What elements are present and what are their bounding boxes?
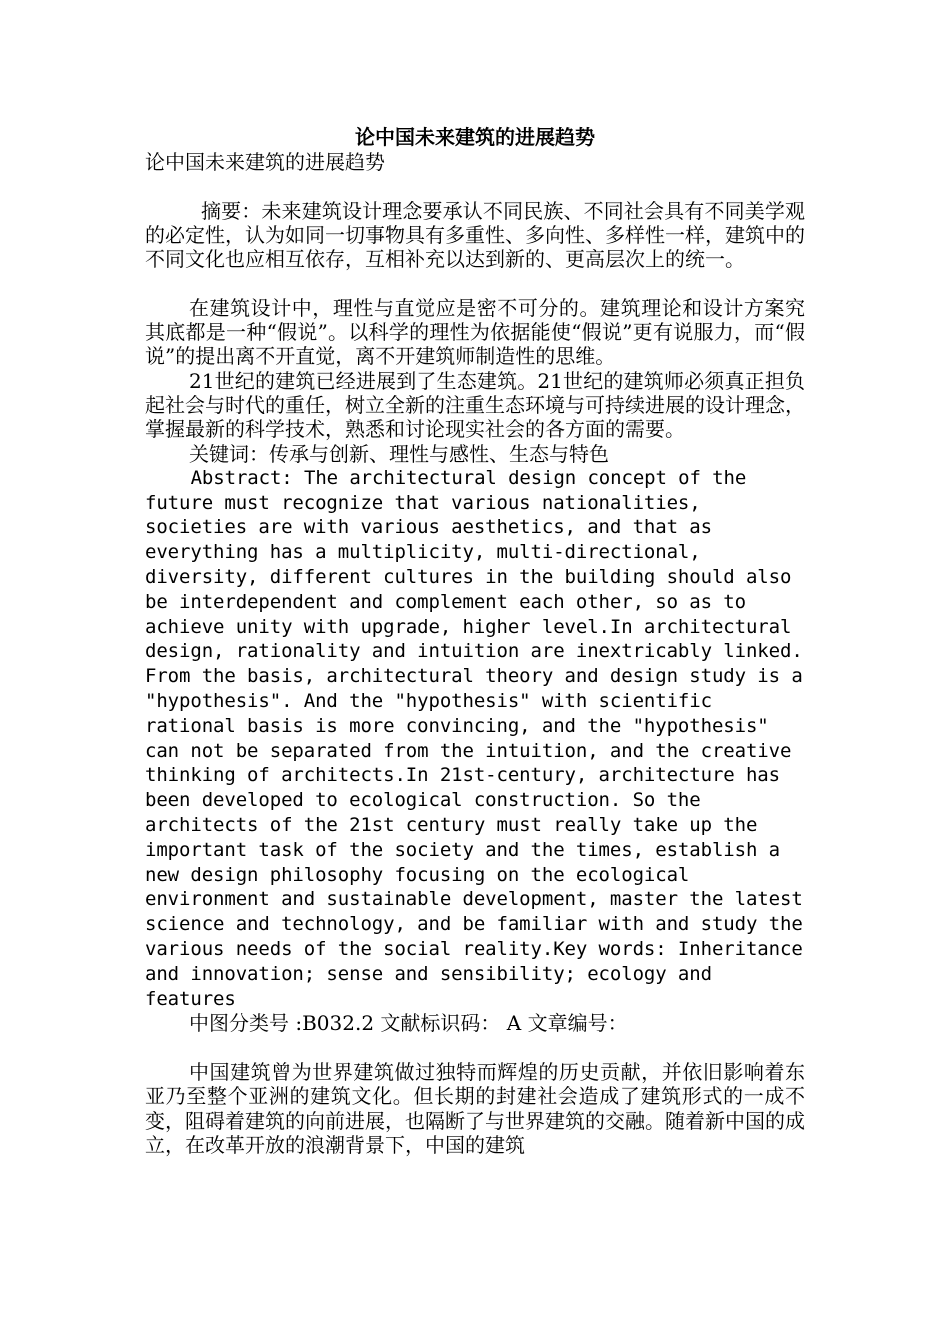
chinese-keywords: 关键词：传承与创新、理性与感性、生态与特色 [189,441,609,466]
english-abstract: Abstract: The architectural design concept of the future must recognize that various nationalities, societies are with various aesthetics, and that as everything has a multiplicity, multi-directional, diversity, different cultures in the building should also be interdependent and complement each other, so as to achieve unity with upgrade, higher level.In architectural design, rationality and intuition are inextricably linked. From the basis, architectural theory and design study is a "hypothesis". And the "hypothesis" with scientific rational basis is more convincing, and the "hypothesis" can not be separated from the intuition, and the creative thinking of architects.In 21st-century, architecture has been developed to ecological construction. So the architects of the 21st century must really take up the important task of the society and the times, establish a new design philosophy focusing on the ecological environment and sustainable development, master the latest science and technology, and be familiar with and study the various needs of the social reality.Key words: Inheritance and innovation; sense and sensibility; ecology and features [145,466,803,1010]
document-title: 论中国未来建筑的进展趋势 [355,125,595,149]
body-paragraph-2: 21世纪的建筑已经进展到了生态建筑。21世纪的建筑师必须真正担负起社会与时代的重任，树立全新的注重生态环境与可持续进展的设计理念，掌握最新的科学技术，熟悉和讨论现实社会的各方面的需要。 [145,368,805,442]
body-paragraph-1: 在建筑设计中，理性与直觉应是密不可分的。建筑理论和设计方案究其底都是一种“假说”。以科学的理性为依据能使“假说”更有说服力，而“假说”的提出离不开直觉，离不开建筑师制造性的思维。 [145,295,805,369]
body-paragraph-3: 中国建筑曾为世界建筑做过独特而辉煌的历史贡献，并依旧影响着东亚乃至整个亚洲的建筑文化。但长期的封建社会造成了建筑形式的一成不变，阻碍着建筑的向前进展，也隔断了与世界建筑的交融。随着新中国的成立，在改革开放的浪潮背景下，中国的建筑 [145,1059,805,1157]
document-subtitle: 论中国未来建筑的进展趋势 [145,150,385,174]
blank-line [145,174,805,198]
classification-line: 中图分类号 :B032.2 文献标识码： A 文章编号： [189,1011,628,1036]
document-body [145,150,805,1157]
blank-line [145,1036,805,1060]
chinese-abstract: 摘要：未来建筑设计理念要承认不同民族、不同社会具有不同美学观的必定性，认为如同一切事物具有多重性、多向性、多样性一样，建筑中的不同文化也应相互依存，互相补充以达到新的、更高层次上的统一。 [145,198,805,272]
blank-line [145,271,805,295]
